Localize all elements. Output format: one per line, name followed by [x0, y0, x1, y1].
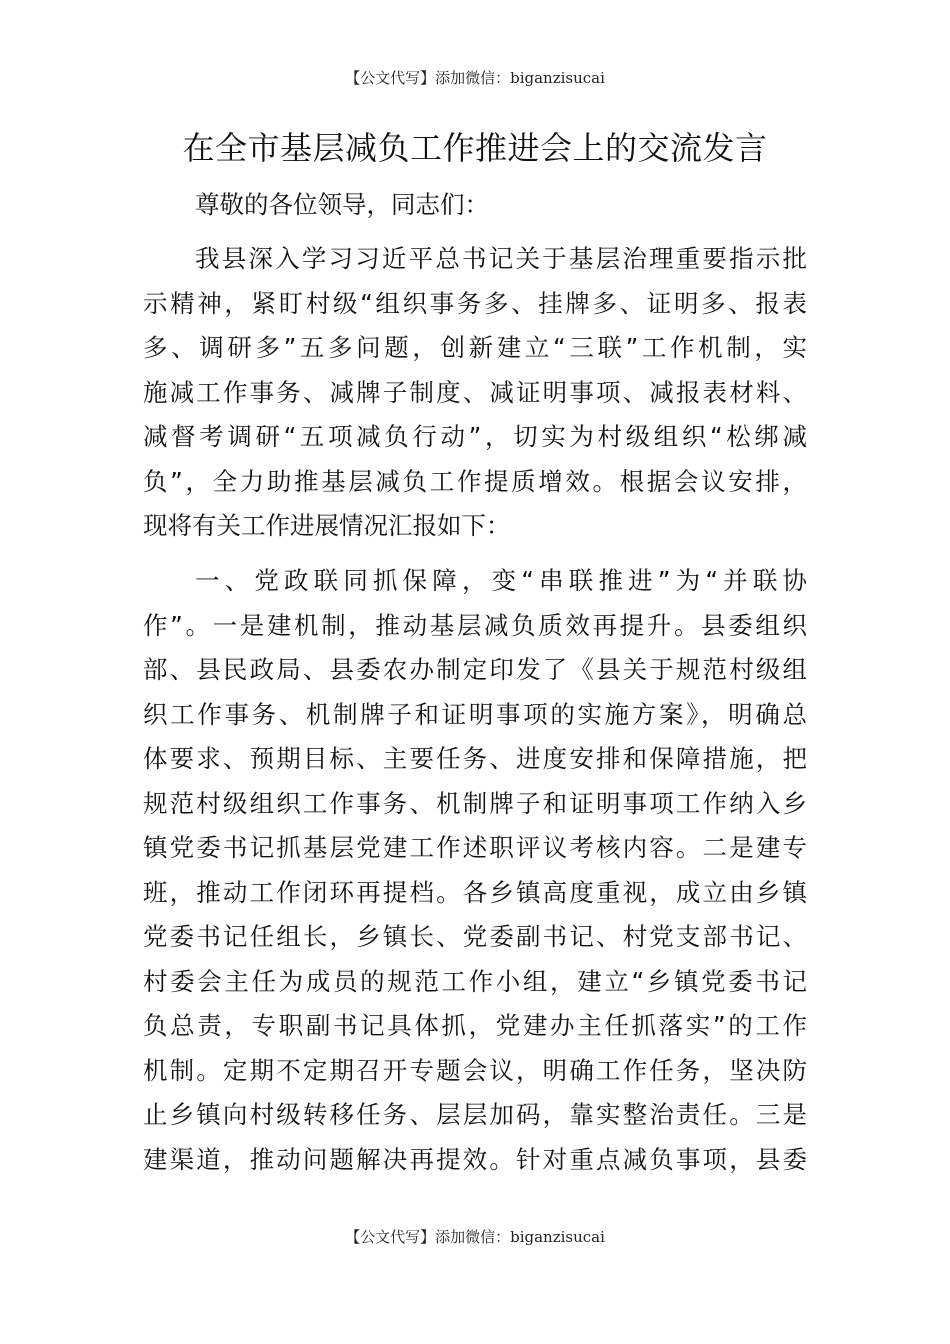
paragraph-line: 建渠道，推动问题解决再提效。针对重点减负事项，县委 — [143, 1144, 807, 1174]
paragraph-line: 施减工作事务、减牌子制度、减证明事项、减报表材料、 — [143, 377, 807, 407]
paragraph-line: 负”，全力助推基层减负工作提质增效。根据会议安排， — [143, 466, 807, 496]
paragraph-line: 机制。定期不定期召开专题会议，明确工作任务，坚决防 — [143, 1055, 807, 1085]
paragraph-line: 体要求、预期目标、主要任务、进度安排和保障措施，把 — [143, 744, 807, 773]
paragraph-line: 现将有关工作进展情况汇报如下： — [143, 511, 511, 540]
paragraph-line: 镇党委书记抓基层党建工作述职评议考核内容。二是建专 — [143, 833, 807, 862]
paragraph-line: 一、党政联同抓保障，变“串联推进”为“并联协 — [195, 566, 807, 595]
paragraph-line: 多、调研多”五多问题，创新建立“三联”工作机制，实 — [143, 333, 807, 362]
header-watermark-note: 【公文代写】添加微信：biganzisucai — [345, 69, 605, 87]
paragraph-line: 止乡镇向村级转移任务、层层加码，靠实整治责任。三是 — [143, 1100, 807, 1129]
paragraph-line: 党委书记任组长，乡镇长、党委副书记、村党支部书记、 — [143, 922, 807, 951]
paragraph-line: 织工作事务、机制牌子和证明事项的实施方案》，明确总 — [143, 699, 807, 729]
paragraph-line: 减督考调研“五项减负行动”，切实为村级组织“松绑减 — [143, 422, 807, 451]
paragraph-line: 部、县民政局、县委农办制定印发了《县关于规范村级组 — [143, 655, 807, 684]
footer-watermark-note: 【公文代写】添加微信：biganzisucai — [345, 1228, 605, 1246]
paragraph-line: 作”。一是建机制，推动基层减负质效再提升。县委组织 — [143, 610, 807, 640]
paragraph-line: 规范村级组织工作事务、机制牌子和证明事项工作纳入乡 — [143, 788, 807, 818]
paragraph-line: 负总责，专职副书记具体抓，党建办主任抓落实”的工作 — [143, 1011, 807, 1040]
paragraph-line: 我县深入学习习近平总书记关于基层治理重要指示批 — [195, 244, 807, 273]
paragraph-line: 班，推动工作闭环再提档。各乡镇高度重视，成立由乡镇 — [143, 877, 807, 907]
paragraph-section-one — [143, 559, 807, 1182]
document-title: 在全市基层减负工作推进会上的交流发言 — [182, 129, 768, 167]
paragraph-line: 村委会主任为成员的规范工作小组，建立“乡镇党委书记 — [143, 966, 807, 996]
greeting: 尊敬的各位领导，同志们： — [195, 190, 489, 219]
paragraph-intro — [143, 237, 807, 549]
paragraph-line: 示精神，紧盯村级“组织事务多、挂牌多、证明多、报表 — [143, 288, 807, 318]
